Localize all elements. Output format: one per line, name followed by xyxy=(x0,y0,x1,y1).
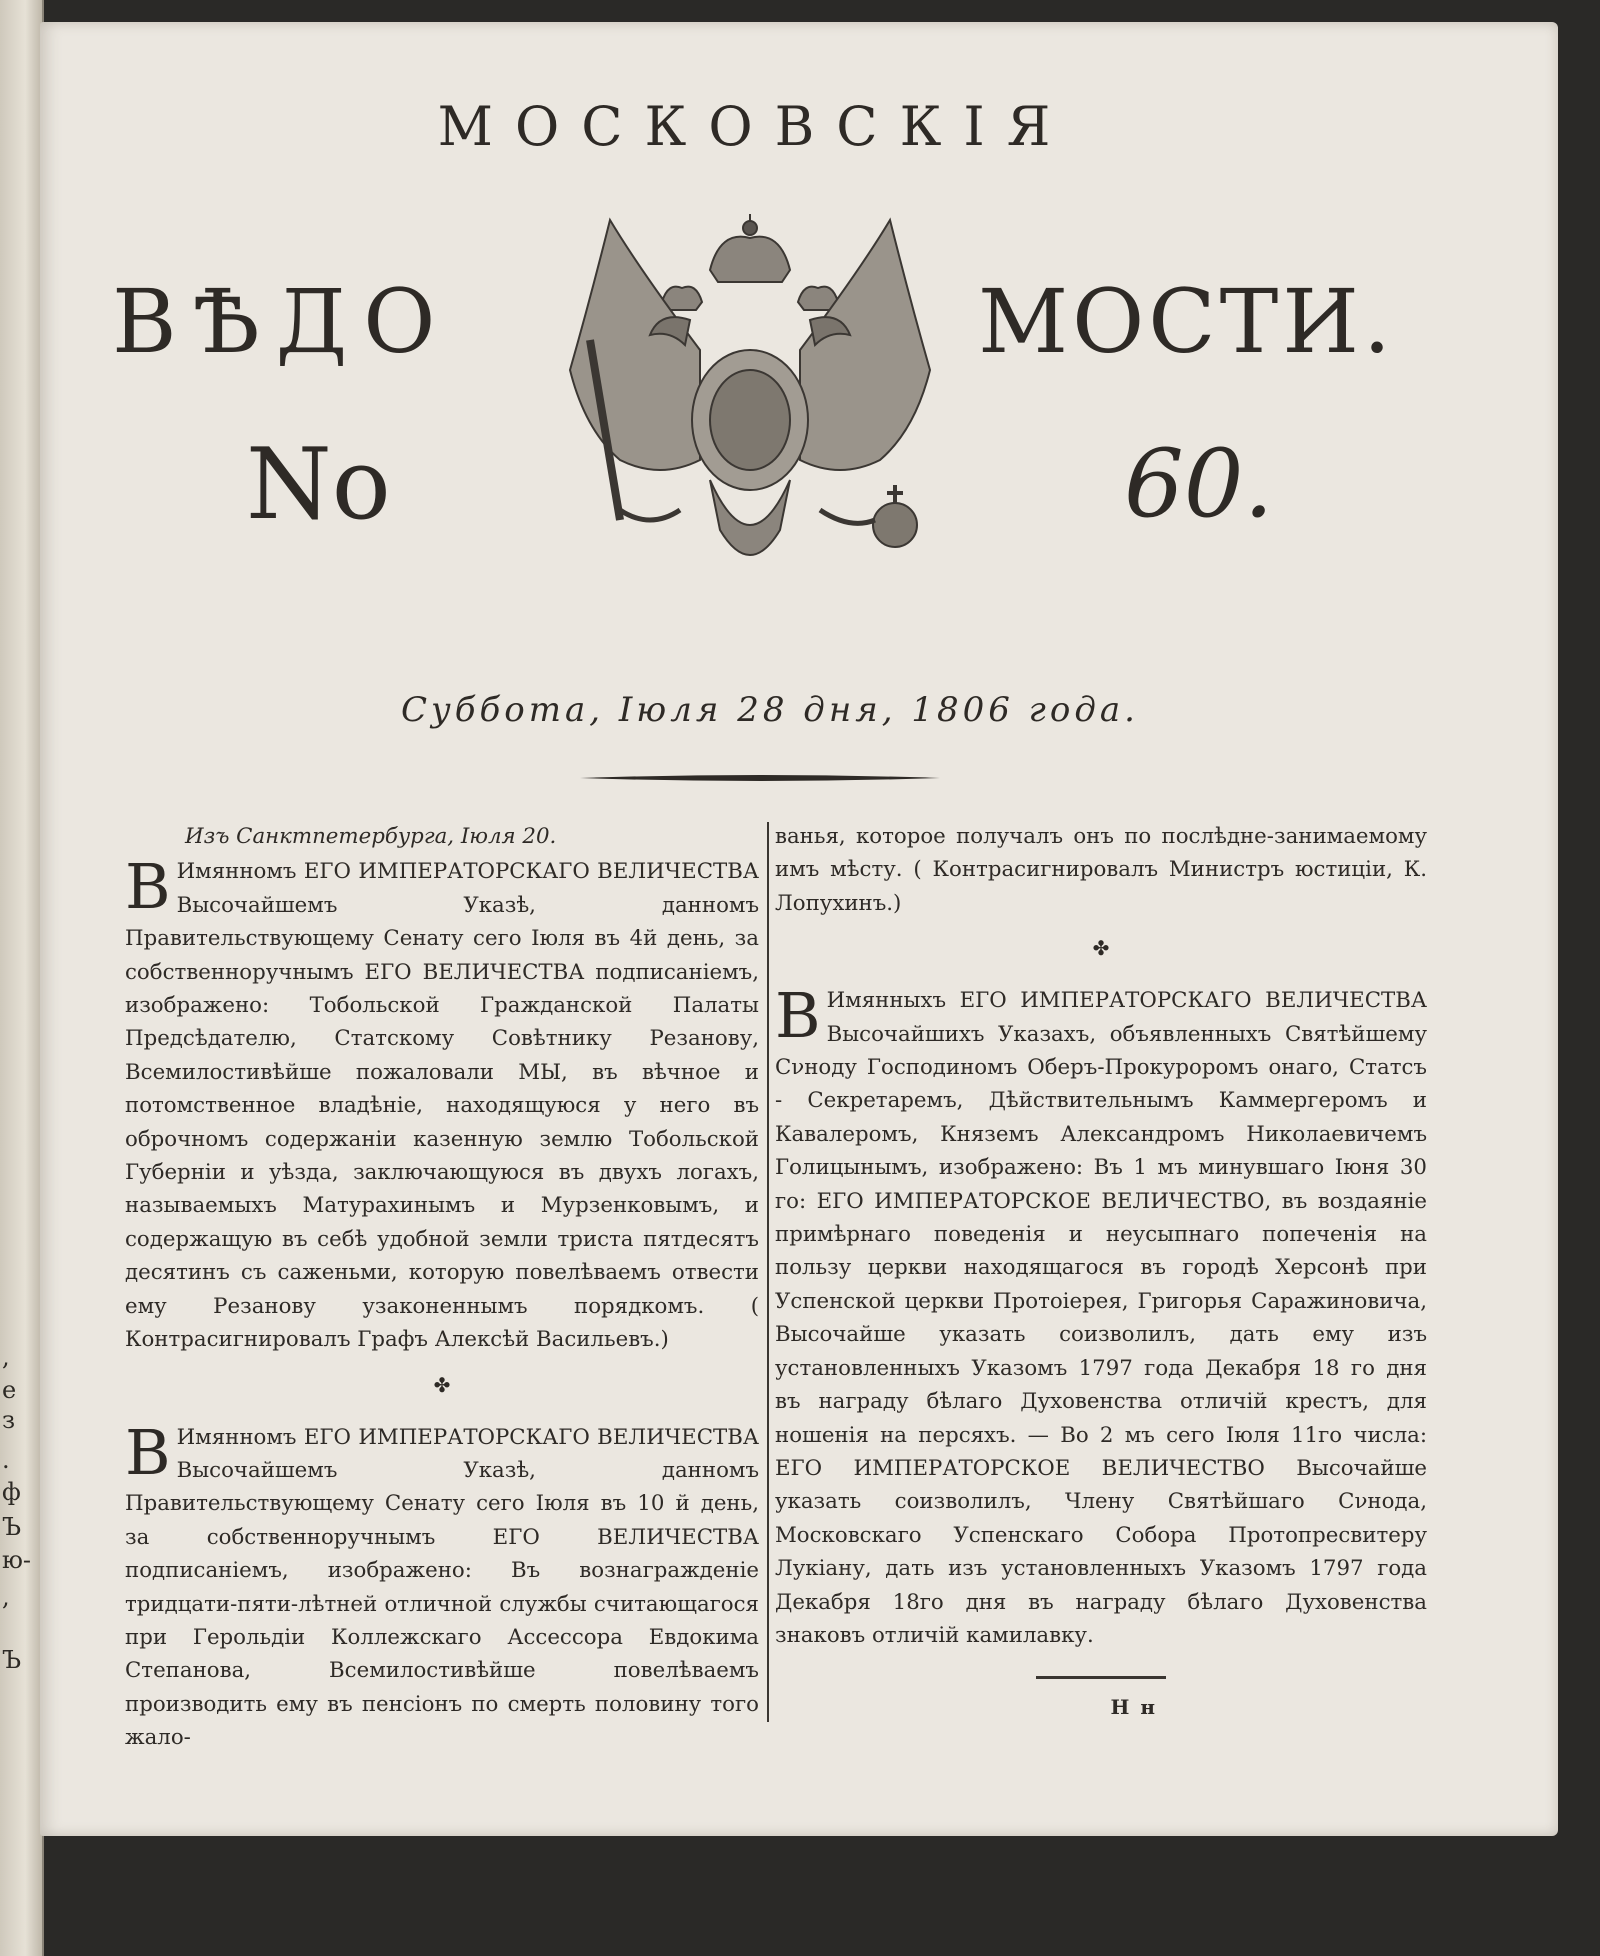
drop-cap: В xyxy=(125,1415,171,1489)
left-edge-fragment: е xyxy=(2,1376,17,1404)
issue-number-label: No xyxy=(246,428,391,542)
double-headed-eagle-emblem xyxy=(550,210,950,650)
dispatch-heading: Изъ Санктпетербурга, Іюля 20. xyxy=(185,824,557,849)
decree-paragraph xyxy=(125,850,759,1356)
drop-cap: В xyxy=(125,850,171,924)
left-edge-fragment: , xyxy=(2,1583,10,1611)
paragraph-text: Имянномъ ЕГО ИМПЕРАТОРСКАГО ВЕЛИЧЕСТВА Высочайшемъ Указѣ, данномъ Правительствующему Сенату сего Іюля въ 10 й день, за собственноручнымъ ЕГО ВЕЛИЧЕСТВА подписаніемъ, изображено: Въ вознагражденіе тридцати-пяти-лѣтней отличной службы считающагося при Герольдіи Коллежскаго Ассессора Евдокима Степанова, Всемилостивѣйше повелѣваемъ производить ему въ пенсіонъ по смерть половину того жало- xyxy=(125,1424,759,1751)
ornamental-rule xyxy=(580,775,940,781)
left-edge-fragment: ф xyxy=(2,1478,21,1506)
column-divider xyxy=(767,822,769,1722)
left-column xyxy=(125,820,759,1755)
left-edge-fragment: Ъ xyxy=(2,1646,22,1674)
left-edge-fragment: з xyxy=(2,1406,16,1434)
left-edge-fragment: ю- xyxy=(2,1546,32,1574)
closing-rule xyxy=(1036,1676,1166,1679)
right-column xyxy=(775,820,1427,1725)
masthead-top-line: МОСКОВСКІЯ xyxy=(437,95,1073,158)
issue-dateline: Суббота, Іюля 28 дня, 1806 года. xyxy=(401,690,1139,730)
left-edge-fragment: , xyxy=(2,1343,10,1371)
left-edge-fragment: Ъ xyxy=(2,1513,22,1541)
paragraph-text: Имянномъ ЕГО ИМПЕРАТОРСКАГО ВЕЛИЧЕСТВА Высочайшемъ Указѣ, данномъ Правительствующему Сенату сего Іюля въ 4й день, за собственноручнымъ ЕГО ВЕЛИЧЕСТВА подписаніемъ, изображено: Тобольской Гражданской Палаты Предсѣдателю, Статскому Совѣтнику Резанову, Всемилостивѣйше пожаловали МЫ, въ вѣчное и потомственное владѣніе, находящуюся у него въ оброчномъ содержаніи казенную землю Тобольской Губерніи и уѣзда, заключающуюся въ двухъ логахъ, называемыхъ Матурахинымъ и Мурзенковымъ, и содержащую въ себѣ удобной земли триста пятдесятъ десятинъ съ саженьми, которую повелѣваемъ отвести ему Резанову узаконеннымъ порядкомъ. ( Контрасигнировалъ Графъ Алексѣй Васильевъ.) xyxy=(125,859,759,1353)
left-edge-fragment: . xyxy=(2,1446,10,1474)
continued-paragraph: ванья, которое получалъ онъ по послѣдне-занимаемому имъ мѣсту. ( Контрасигнировалъ Министръ юстиціи, К. Лопухинъ.) xyxy=(775,824,1427,916)
drop-cap: В xyxy=(775,979,821,1053)
adjacent-page-edge xyxy=(0,0,44,1956)
catchword: Н н xyxy=(1110,1695,1157,1720)
paragraph-text: Имянныхъ ЕГО ИМПЕРАТОРСКАГО ВЕЛИЧЕСТВА Высочайшихъ Указахъ, объявленныхъ Святѣйшему Сνноду Господиномъ Оберъ-Прокуроромъ онаго, Статсъ - Секретаремъ, Дѣйствительнымъ Каммергеромъ и Кавалеромъ, Княземъ Александромъ Николаевичемъ Голицынымъ, изображено: Въ 1 мъ минувшаго Іюня 30 го: ЕГО ИМПЕРАТОРСКОЕ ВЕЛИЧЕСТВО, въ воздаяніе примѣрнаго поведенія и неусыпнаго попеченія на пользу церкви находящагося въ городѣ Херсонѣ при Успенской церкви Протоіерея, Григорья Саражиновича, Высочайше указать соизволилъ, дать ему изъ установленныхъ Указомъ 1797 года Декабря 18 го дня въ награду бѣлаго Духовенства отличій крестъ, для ношенія на персяхъ. — Во 2 мъ сего Іюля 11го числа: ЕГО ИМПЕРАТОРСКОЕ ВЕЛИЧЕСТВО Высочайше указать соизволилъ, Члену Святѣйшаго Сνнода, Московскаго Успенскаго Собора Протопресвитеру Лукіану, дать изъ установленныхъ Указомъ 1797 года Декабря 18го дня въ награду бѣлаго Духовенства знаковъ отличій камилавку. xyxy=(775,988,1427,1648)
decree-paragraph xyxy=(125,1415,759,1755)
masthead-title-left: ВѢДО xyxy=(112,270,452,373)
section-separator-ornament: ✤ xyxy=(1092,936,1110,961)
section-separator-ornament: ✤ xyxy=(433,1372,451,1397)
masthead-title-right: МОСТИ. xyxy=(978,270,1395,373)
issue-number: 60. xyxy=(1124,430,1274,539)
decree-paragraph xyxy=(775,979,1427,1652)
